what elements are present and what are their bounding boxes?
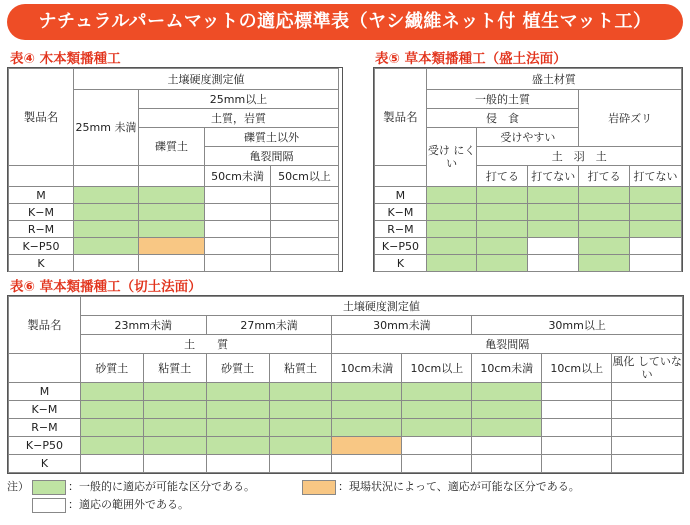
- t6-cell: [472, 419, 542, 437]
- t5-row-label: K−P50: [375, 238, 427, 255]
- legend-white-text: ：適応の範囲外である。: [68, 498, 189, 511]
- t6-cell: [80, 419, 143, 437]
- legend-orange-text: ：現場状況によって、適応が可能な区分である。: [338, 480, 580, 493]
- t5-cell: [426, 238, 477, 255]
- t5-notap-header: 打てない: [528, 166, 579, 187]
- t6-u10b-header: 10cm未満: [472, 354, 542, 383]
- t6-cell: [143, 419, 206, 437]
- page-title-banner: ナチュラルパームマットの適応標準表（ヤシ繊維ネット付 植生マット工）: [7, 4, 683, 40]
- t5-cell: [630, 255, 682, 272]
- t5-cell: [426, 221, 477, 238]
- t5-cell: [528, 255, 579, 272]
- table4: [8, 68, 339, 272]
- t6-cell: [542, 419, 612, 437]
- t4-cell: [205, 204, 271, 221]
- t6-cell: [472, 455, 542, 473]
- t5-erosion-header: 侵 食: [426, 109, 578, 128]
- t6-o30-header: 30mm以上: [472, 316, 683, 335]
- t6-cell: [612, 437, 683, 455]
- table5-frame: [373, 67, 683, 272]
- t6-cell: [402, 401, 472, 419]
- t6-row-label: M: [9, 383, 81, 401]
- table4-title: 表④ 木本類播種工: [10, 51, 121, 67]
- t6-soil-header: 土 質: [80, 335, 332, 354]
- t5-product-header: 製品名: [375, 69, 427, 166]
- t4-hardness-header: 土壌硬度測定値: [74, 69, 339, 90]
- t5-cell: [477, 204, 528, 221]
- t6-clay2-header: 粘質土: [269, 354, 332, 383]
- t4-cell: [205, 255, 271, 272]
- t5-cell: [579, 221, 630, 238]
- t4-cell: [139, 187, 205, 204]
- t6-cell: [332, 401, 402, 419]
- t4-gravel-header: 礫質土: [139, 128, 205, 166]
- t6-o10b-header: 10cm以上: [542, 354, 612, 383]
- t6-cell: [402, 437, 472, 455]
- t5-notap2-header: 打てない: [630, 166, 682, 187]
- t4-cell: [271, 221, 339, 238]
- t5-cell: [528, 238, 579, 255]
- t4-row-label: K: [9, 255, 74, 272]
- t6-cell: [206, 455, 269, 473]
- t5-cell: [630, 221, 682, 238]
- table6-title: 表⑥ 草本類播種工（切土法面）: [10, 279, 202, 295]
- t5-cell: [477, 238, 528, 255]
- t4-row-label: K−M: [9, 204, 74, 221]
- table6-frame: [7, 295, 684, 474]
- t5-cell: [528, 204, 579, 221]
- t5-tap-header: 打てる: [477, 166, 528, 187]
- t6-cell: [612, 419, 683, 437]
- t4-cell: [271, 204, 339, 221]
- t4-row-label: K−P50: [9, 238, 74, 255]
- t6-cell: [143, 455, 206, 473]
- t6-cell: [80, 383, 143, 401]
- t6-cell: [472, 401, 542, 419]
- t4-over25-header: 25mm以上: [139, 90, 339, 109]
- t5-hane-header: 土 羽 土: [477, 147, 682, 166]
- t6-cell: [206, 401, 269, 419]
- t6-cell: [542, 401, 612, 419]
- t5-row-label: R−M: [375, 221, 427, 238]
- t6-sand1-header: 砂質土: [80, 354, 143, 383]
- table4-frame: [7, 67, 343, 272]
- t6-row-label: K−M: [9, 401, 81, 419]
- t6-hardness-header: 土壌硬度測定値: [80, 297, 682, 316]
- t5-row-label: M: [375, 187, 427, 204]
- t6-o10a-header: 10cm以上: [402, 354, 472, 383]
- t6-cell: [612, 383, 683, 401]
- t6-cell: [332, 419, 402, 437]
- t6-weather-header: 風化 していない: [612, 355, 682, 381]
- t6-u10a-header: 10cm未満: [332, 354, 402, 383]
- t6-cell: [269, 437, 332, 455]
- t4-cell: [74, 221, 139, 238]
- t5-cell: [630, 238, 682, 255]
- t6-cell: [402, 383, 472, 401]
- t4-u50-header: 50cm未満: [205, 166, 271, 187]
- t4-cell: [271, 187, 339, 204]
- t5-hard-header: 受け にくい: [426, 128, 477, 187]
- t5-cell: [579, 238, 630, 255]
- t5-easy-header: 受けやすい: [477, 128, 579, 147]
- t4-row-label: M: [9, 187, 74, 204]
- t5-rock-header: 岩砕ズリ: [579, 90, 682, 147]
- t6-u23-header: 23mm未満: [80, 316, 206, 335]
- t6-row-label: K: [9, 455, 81, 473]
- t6-cell: [542, 455, 612, 473]
- t6-cell: [542, 437, 612, 455]
- t4-crack-header: 亀裂間隔: [205, 147, 339, 166]
- legend-orange-swatch: [302, 480, 336, 495]
- t6-cell: [269, 455, 332, 473]
- t5-general-header: 一般的土質: [426, 90, 578, 109]
- t6-cell: [332, 383, 402, 401]
- t6-cell: [542, 383, 612, 401]
- t5-cell: [426, 187, 477, 204]
- t5-cell: [579, 187, 630, 204]
- t6-cell: [269, 383, 332, 401]
- t6-cell: [269, 401, 332, 419]
- t6-cell: [80, 455, 143, 473]
- t4-cell: [271, 238, 339, 255]
- t5-cell: [477, 221, 528, 238]
- t5-cell: [579, 204, 630, 221]
- t6-row-label: R−M: [9, 419, 81, 437]
- t5-cell: [579, 255, 630, 272]
- t6-cell: [332, 437, 402, 455]
- t4-cell: [139, 221, 205, 238]
- t5-cell: [630, 204, 682, 221]
- t5-cell: [477, 255, 528, 272]
- t6-clay1-header: 粘質土: [143, 354, 206, 383]
- t5-row-label: K: [375, 255, 427, 272]
- t4-cell: [205, 187, 271, 204]
- t6-cell: [332, 455, 402, 473]
- t4-cell: [205, 238, 271, 255]
- table5-title: 表⑤ 草本類播種工（盛土法面）: [375, 51, 567, 67]
- table5: [374, 68, 682, 272]
- t4-cell: [74, 187, 139, 204]
- t6-cell: [143, 437, 206, 455]
- t5-cell: [528, 187, 579, 204]
- t4-cell: [139, 204, 205, 221]
- t4-product-header: 製品名: [9, 69, 74, 166]
- t4-row-label: R−M: [9, 221, 74, 238]
- t4-cell: [139, 255, 205, 272]
- t5-cell: [630, 187, 682, 204]
- t5-fill-header: 盛土材質: [426, 69, 681, 90]
- t6-cell: [206, 419, 269, 437]
- t4-cell: [205, 221, 271, 238]
- t6-cell: [402, 419, 472, 437]
- t4-soilrock-header: 土質，岩質: [139, 109, 339, 128]
- t6-cell: [472, 437, 542, 455]
- t5-cell: [477, 187, 528, 204]
- t6-row-label: K−P50: [9, 437, 81, 455]
- legend-green-text: ：一般的に適応が可能な区分である。: [68, 480, 255, 493]
- t4-o50-header: 50cm以上: [271, 166, 339, 187]
- t4-cell: [139, 238, 205, 255]
- t6-cell: [269, 419, 332, 437]
- t5-cell: [528, 221, 579, 238]
- t6-u27-header: 27mm未満: [206, 316, 332, 335]
- t6-cell: [206, 383, 269, 401]
- t6-cell: [143, 401, 206, 419]
- t6-cell: [143, 383, 206, 401]
- t5-row-label: K−M: [375, 204, 427, 221]
- t6-cell: [206, 437, 269, 455]
- t6-u30-header: 30mm未満: [332, 316, 472, 335]
- t6-product-header: 製品名: [9, 297, 81, 354]
- t6-cell: [612, 401, 683, 419]
- t4-cell: [74, 204, 139, 221]
- t4-cell: [74, 238, 139, 255]
- legend-note: 注）: [7, 480, 29, 493]
- t4-cell: [74, 255, 139, 272]
- legend-green-swatch: [32, 480, 66, 495]
- t6-crack-header: 亀裂間隔: [332, 335, 683, 354]
- t6-cell: [612, 455, 683, 473]
- t4-cell: [271, 255, 339, 272]
- t4-nongravel-header: 礫質土以外: [205, 128, 339, 147]
- t5-cell: [426, 204, 477, 221]
- t6-cell: [80, 401, 143, 419]
- t5-cell: [426, 255, 477, 272]
- t6-sand2-header: 砂質土: [206, 354, 269, 383]
- table6: [8, 296, 683, 473]
- legend-white-swatch: [32, 498, 66, 513]
- t4-under25-header: 25mm 未満: [74, 90, 139, 166]
- t6-cell: [472, 383, 542, 401]
- t5-tap2-header: 打てる: [579, 166, 630, 187]
- t6-cell: [80, 437, 143, 455]
- t6-cell: [402, 455, 472, 473]
